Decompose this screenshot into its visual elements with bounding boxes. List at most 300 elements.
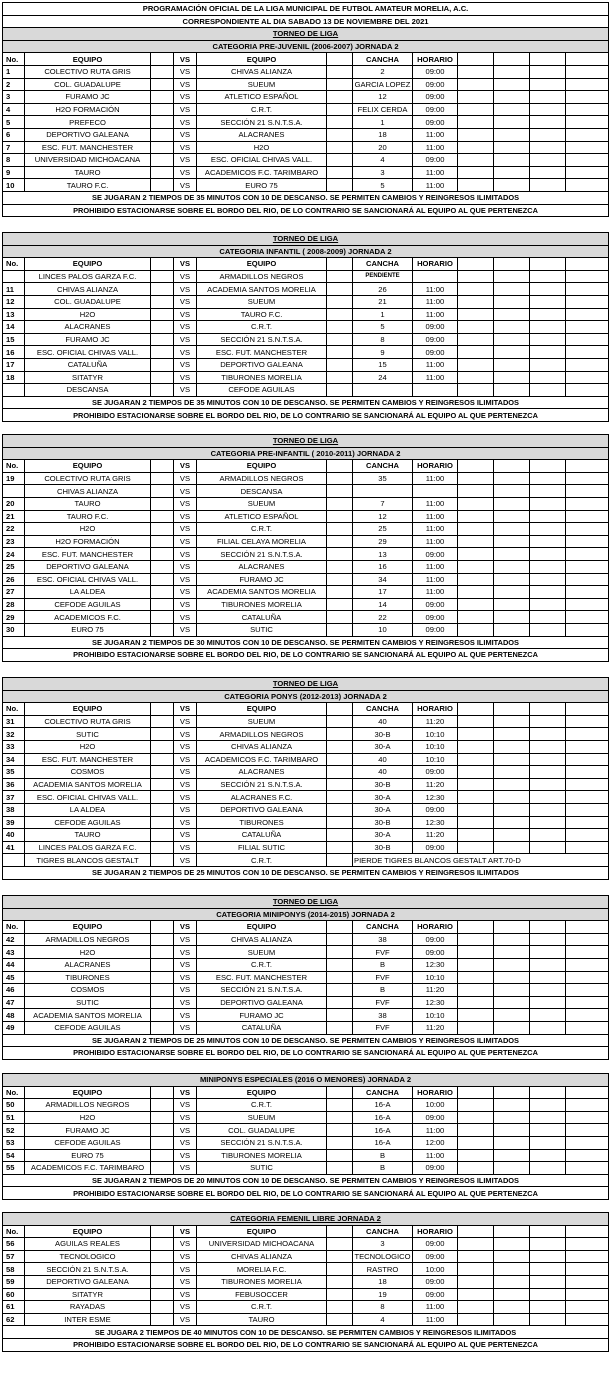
col-empty xyxy=(494,1086,530,1099)
spacer xyxy=(566,753,609,766)
home-team: LA ALDEA xyxy=(25,803,151,816)
spacer xyxy=(151,548,174,561)
away-team: ESC. FUT. MANCHESTER xyxy=(197,346,327,359)
spacer xyxy=(530,933,566,946)
away-team: H2O xyxy=(197,141,327,154)
spacer xyxy=(530,270,566,283)
spacer xyxy=(151,1275,174,1288)
vs-label: VS xyxy=(174,946,197,959)
spacer xyxy=(327,816,353,829)
away-team: C.R.T. xyxy=(197,103,327,116)
spacer xyxy=(327,141,353,154)
col-equipo: EQUIPO xyxy=(197,1086,327,1099)
spacer xyxy=(327,971,353,984)
spacer xyxy=(458,548,494,561)
spacer xyxy=(530,766,566,779)
spacer xyxy=(530,971,566,984)
vs-label: VS xyxy=(174,791,197,804)
spacer xyxy=(566,65,609,78)
vs-label: VS xyxy=(174,116,197,129)
spacer xyxy=(327,1275,353,1288)
match-row xyxy=(3,128,609,141)
time: 10:10 xyxy=(413,971,458,984)
spacer xyxy=(530,179,566,192)
spacer xyxy=(458,283,494,296)
home-team: LA ALDEA xyxy=(25,586,151,599)
time: 12:30 xyxy=(413,791,458,804)
field: FVF xyxy=(353,996,413,1009)
home-team: ESC. FUT. MANCHESTER xyxy=(25,753,151,766)
match-row xyxy=(3,1275,609,1288)
match-number: 25 xyxy=(3,560,25,573)
col-empty xyxy=(566,258,609,271)
home-team: ESC. OFICIAL CHIVAS VALL. xyxy=(25,791,151,804)
col-equipo: EQUIPO xyxy=(197,703,327,716)
col-empty xyxy=(151,258,174,271)
home-team: LINCES PALOS GARZA F.C. xyxy=(25,270,151,283)
spacer xyxy=(151,535,174,548)
field: 30-B xyxy=(353,778,413,791)
column-header-row xyxy=(3,703,609,716)
match-number: 41 xyxy=(3,841,25,854)
vs-label: VS xyxy=(174,295,197,308)
spacer xyxy=(530,523,566,536)
spacer xyxy=(458,535,494,548)
spacer xyxy=(566,116,609,129)
spacer xyxy=(494,321,530,334)
field: 30-A xyxy=(353,791,413,804)
match-number: 44 xyxy=(3,958,25,971)
away-team: SUEUM xyxy=(197,78,327,91)
spacer xyxy=(327,1263,353,1276)
match-number: 7 xyxy=(3,141,25,154)
match-number: 14 xyxy=(3,321,25,334)
home-team: CEFODE AGUILAS xyxy=(25,598,151,611)
match-row xyxy=(3,472,609,485)
vs-label: VS xyxy=(174,984,197,997)
vs-label: VS xyxy=(174,611,197,624)
spacer xyxy=(327,321,353,334)
spacer xyxy=(151,270,174,283)
spacer xyxy=(151,958,174,971)
spacer xyxy=(566,946,609,959)
match-row xyxy=(3,333,609,346)
spacer xyxy=(327,791,353,804)
spacer xyxy=(494,358,530,371)
time: 09:00 xyxy=(413,116,458,129)
spacer xyxy=(151,78,174,91)
spacer xyxy=(494,1288,530,1301)
match-number: 40 xyxy=(3,829,25,842)
spacer xyxy=(566,715,609,728)
spacer xyxy=(327,740,353,753)
spacer xyxy=(530,346,566,359)
spacer xyxy=(151,971,174,984)
spacer xyxy=(151,611,174,624)
col-cancha: CANCHA xyxy=(353,460,413,473)
spacer xyxy=(566,728,609,741)
away-team: CATALUÑA xyxy=(197,611,327,624)
spacer xyxy=(494,154,530,167)
spacer xyxy=(151,295,174,308)
spacer xyxy=(566,971,609,984)
time: 11:20 xyxy=(413,715,458,728)
field: 18 xyxy=(353,128,413,141)
match-row xyxy=(3,1162,609,1175)
spacer xyxy=(327,283,353,296)
field: 40 xyxy=(353,753,413,766)
spacer xyxy=(566,803,609,816)
spacer xyxy=(494,510,530,523)
field: 4 xyxy=(353,1313,413,1326)
field: 12 xyxy=(353,91,413,104)
field: 38 xyxy=(353,933,413,946)
spacer xyxy=(327,586,353,599)
spacer xyxy=(458,346,494,359)
time: 11:00 xyxy=(413,472,458,485)
vs-label: VS xyxy=(174,829,197,842)
time: 09:00 xyxy=(413,598,458,611)
spacer xyxy=(151,586,174,599)
spacer xyxy=(458,1136,494,1149)
time: 09:00 xyxy=(413,623,458,636)
col-empty xyxy=(494,703,530,716)
spacer xyxy=(327,472,353,485)
match-row xyxy=(3,384,609,397)
spacer xyxy=(530,65,566,78)
field: 30-A xyxy=(353,740,413,753)
match-row xyxy=(3,371,609,384)
vs-label: VS xyxy=(174,933,197,946)
vs-label: VS xyxy=(174,141,197,154)
match-number: 11 xyxy=(3,283,25,296)
match-number: 3 xyxy=(3,91,25,104)
home-team: COLECTIVO RUTA GRIS xyxy=(25,472,151,485)
spacer xyxy=(494,371,530,384)
col-no: No. xyxy=(3,460,25,473)
spacer xyxy=(151,141,174,154)
vs-label: VS xyxy=(174,472,197,485)
spacer xyxy=(458,308,494,321)
time: 11:00 xyxy=(413,560,458,573)
field: 40 xyxy=(353,766,413,779)
time: 11:00 xyxy=(413,179,458,192)
spacer xyxy=(566,154,609,167)
field: B xyxy=(353,958,413,971)
col-empty xyxy=(458,1225,494,1238)
col-empty xyxy=(530,921,566,934)
spacer xyxy=(494,560,530,573)
field: FVF xyxy=(353,971,413,984)
spacer xyxy=(151,715,174,728)
spacer xyxy=(494,1149,530,1162)
match-number: 5 xyxy=(3,116,25,129)
field: TECNOLOGICO xyxy=(354,1252,411,1262)
col-horario: HORARIO xyxy=(413,1225,458,1238)
field: 15 xyxy=(353,358,413,371)
spacer xyxy=(530,623,566,636)
spacer xyxy=(494,535,530,548)
spacer xyxy=(494,270,530,283)
spacer xyxy=(494,1136,530,1149)
field: 8 xyxy=(353,333,413,346)
spacer xyxy=(566,1099,609,1112)
spacer xyxy=(530,308,566,321)
away-team: C.R.T. xyxy=(197,1099,327,1112)
match-number: 17 xyxy=(3,358,25,371)
spacer xyxy=(458,984,494,997)
torneo-title: TORNEO DE LIGA xyxy=(3,28,609,41)
col-empty xyxy=(494,1225,530,1238)
column-header-row xyxy=(3,460,609,473)
spacer xyxy=(458,510,494,523)
spacer xyxy=(327,1111,353,1124)
time: 09:00 xyxy=(413,346,458,359)
spacer xyxy=(458,1238,494,1251)
home-team: TAURO F.C. xyxy=(25,510,151,523)
spacer xyxy=(151,384,174,397)
rules-note: PROHIBIDO ESTACIONARSE SOBRE EL BORDO DEL RIO, DE LO CONTRARIO SE SANCIONARÁ AL EQUIPO AL QUE PERTENEZCA xyxy=(3,1047,609,1060)
spacer xyxy=(458,560,494,573)
away-team: FURAMO JC xyxy=(197,573,327,586)
spacer xyxy=(494,996,530,1009)
spacer xyxy=(530,1250,566,1263)
home-team: DEPORTIVO GALEANA xyxy=(25,128,151,141)
home-team: CEFODE AGUILAS xyxy=(25,816,151,829)
spacer xyxy=(458,816,494,829)
vs-label: VS xyxy=(174,1162,197,1175)
vs-label: VS xyxy=(174,1124,197,1137)
time: 09:00 xyxy=(413,946,458,959)
home-team: ESC. OFICIAL CHIVAS VALL. xyxy=(25,346,151,359)
spacer xyxy=(327,78,353,91)
spacer xyxy=(494,1111,530,1124)
away-team: FILIAL CELAYA MORELIA xyxy=(197,535,327,548)
time: 11:00 xyxy=(413,1313,458,1326)
home-team: UNIVERSIDAD MICHOACANA xyxy=(25,154,151,167)
match-number: 20 xyxy=(3,497,25,510)
spacer xyxy=(494,333,530,346)
spacer xyxy=(530,996,566,1009)
spacer xyxy=(494,65,530,78)
spacer xyxy=(151,1313,174,1326)
field: 25 xyxy=(353,523,413,536)
time: 12:30 xyxy=(413,958,458,971)
spacer xyxy=(566,166,609,179)
vs-label: VS xyxy=(174,128,197,141)
vs-label: VS xyxy=(174,753,197,766)
spacer xyxy=(530,497,566,510)
match-number xyxy=(3,485,25,498)
spacer xyxy=(566,346,609,359)
field: PENDIENTE xyxy=(353,270,413,283)
col-empty xyxy=(151,703,174,716)
spacer xyxy=(151,1288,174,1301)
match-number: 55 xyxy=(3,1162,25,1175)
spacer xyxy=(530,1009,566,1022)
match-number: 26 xyxy=(3,573,25,586)
spacer xyxy=(151,1238,174,1251)
match-row xyxy=(3,321,609,334)
spacer xyxy=(494,611,530,624)
vs-label: VS xyxy=(174,270,197,283)
spacer xyxy=(458,295,494,308)
home-team: SITATYR xyxy=(25,1288,151,1301)
field: 30-A xyxy=(353,803,413,816)
spacer xyxy=(530,1313,566,1326)
col-equipo: EQUIPO xyxy=(197,258,327,271)
field: 16 xyxy=(353,560,413,573)
category-title: CATEGORIA FEMENIL LIBRE JORNADA 2 xyxy=(3,1213,609,1226)
match-number: 31 xyxy=(3,715,25,728)
match-number: 27 xyxy=(3,586,25,599)
match-number: 9 xyxy=(3,166,25,179)
spacer xyxy=(494,598,530,611)
home-team: ARMADILLOS NEGROS xyxy=(25,933,151,946)
spacer xyxy=(494,816,530,829)
away-team: TIBURONES MORELIA xyxy=(197,1149,327,1162)
match-number: 13 xyxy=(3,308,25,321)
spacer xyxy=(530,358,566,371)
home-team: SITATYR xyxy=(25,371,151,384)
home-team: H2O xyxy=(25,308,151,321)
match-row xyxy=(3,1009,609,1022)
home-team: ACADEMICOS F.C. xyxy=(25,611,151,624)
match-number: 37 xyxy=(3,791,25,804)
col-empty xyxy=(494,258,530,271)
field: B xyxy=(353,1149,413,1162)
match-row xyxy=(3,1124,609,1137)
spacer xyxy=(458,78,494,91)
spacer xyxy=(327,128,353,141)
home-team: COL. GUADALUPE xyxy=(25,295,151,308)
spacer xyxy=(327,166,353,179)
match-row xyxy=(3,65,609,78)
home-team: COL. GUADALUPE xyxy=(25,78,151,91)
away-team: FURAMO JC xyxy=(197,1009,327,1022)
spacer xyxy=(327,485,353,498)
spacer xyxy=(327,829,353,842)
spacer xyxy=(530,333,566,346)
spacer xyxy=(151,1263,174,1276)
home-team: H2O FORMACIÓN xyxy=(25,535,151,548)
spacer xyxy=(494,116,530,129)
match-row xyxy=(3,984,609,997)
spacer xyxy=(458,154,494,167)
spacer xyxy=(327,946,353,959)
spacer xyxy=(151,321,174,334)
field: 12 xyxy=(353,510,413,523)
spacer xyxy=(327,103,353,116)
spacer xyxy=(458,179,494,192)
spacer xyxy=(566,283,609,296)
col-empty xyxy=(327,53,353,66)
spacer xyxy=(494,91,530,104)
match-number: 60 xyxy=(3,1288,25,1301)
vs-label: VS xyxy=(174,598,197,611)
away-team: SUEUM xyxy=(197,715,327,728)
field xyxy=(353,485,413,498)
field: 4 xyxy=(353,154,413,167)
spacer xyxy=(530,728,566,741)
match-row xyxy=(3,1111,609,1124)
rules-note: SE JUGARAN 2 TIEMPOS DE 35 MINUTOS CON 10 DE DESCANSO. SE PERMITEN CAMBIOS Y REINGRESOS ILIMITADOS xyxy=(3,396,609,409)
col-empty xyxy=(530,53,566,66)
away-team: SECCIÓN 21 S.N.T.S.A. xyxy=(197,333,327,346)
spacer xyxy=(458,128,494,141)
time: 09:00 xyxy=(413,78,458,91)
spacer xyxy=(458,91,494,104)
vs-label: VS xyxy=(174,485,197,498)
home-team: ALACRANES xyxy=(25,321,151,334)
time xyxy=(413,485,458,498)
match-number: 16 xyxy=(3,346,25,359)
spacer xyxy=(151,1149,174,1162)
spacer xyxy=(458,598,494,611)
spacer xyxy=(530,510,566,523)
field: 5 xyxy=(353,321,413,334)
spacer xyxy=(327,384,353,397)
spacer xyxy=(151,623,174,636)
vs-label: VS xyxy=(174,560,197,573)
spacer xyxy=(566,623,609,636)
col-empty xyxy=(458,921,494,934)
spacer xyxy=(327,1288,353,1301)
col-vs: VS xyxy=(174,258,197,271)
match-row xyxy=(3,586,609,599)
home-team: ACADEMIA SANTOS MORELIA xyxy=(25,778,151,791)
home-team: DEPORTIVO GALEANA xyxy=(25,560,151,573)
spacer xyxy=(327,623,353,636)
spacer xyxy=(566,996,609,1009)
spacer xyxy=(530,78,566,91)
spacer xyxy=(530,841,566,854)
away-team: TIBURONES MORELIA xyxy=(197,1275,327,1288)
home-team: COSMOS xyxy=(25,984,151,997)
spacer xyxy=(566,1275,609,1288)
spacer xyxy=(494,283,530,296)
time: 10:10 xyxy=(413,753,458,766)
match-row xyxy=(3,854,609,867)
home-team: EURO 75 xyxy=(25,623,151,636)
match-number: 19 xyxy=(3,472,25,485)
time: 09:00 xyxy=(413,154,458,167)
spacer xyxy=(566,472,609,485)
match-row xyxy=(3,740,609,753)
vs-label: VS xyxy=(174,179,197,192)
away-team: SUEUM xyxy=(197,946,327,959)
match-row xyxy=(3,308,609,321)
spacer xyxy=(530,1238,566,1251)
spacer xyxy=(458,586,494,599)
spacer xyxy=(566,816,609,829)
time: 11:00 xyxy=(413,358,458,371)
spacer xyxy=(530,573,566,586)
time: 11:00 xyxy=(413,141,458,154)
spacer xyxy=(530,154,566,167)
torneo-title: TORNEO DE LIGA xyxy=(3,435,609,448)
match-number: 34 xyxy=(3,753,25,766)
spacer xyxy=(530,611,566,624)
match-number: 33 xyxy=(3,740,25,753)
match-number: 58 xyxy=(3,1263,25,1276)
vs-label: VS xyxy=(174,816,197,829)
match-number: 24 xyxy=(3,548,25,561)
section-table xyxy=(2,434,609,662)
spacer xyxy=(566,1250,609,1263)
spacer xyxy=(458,611,494,624)
vs-label: VS xyxy=(174,154,197,167)
